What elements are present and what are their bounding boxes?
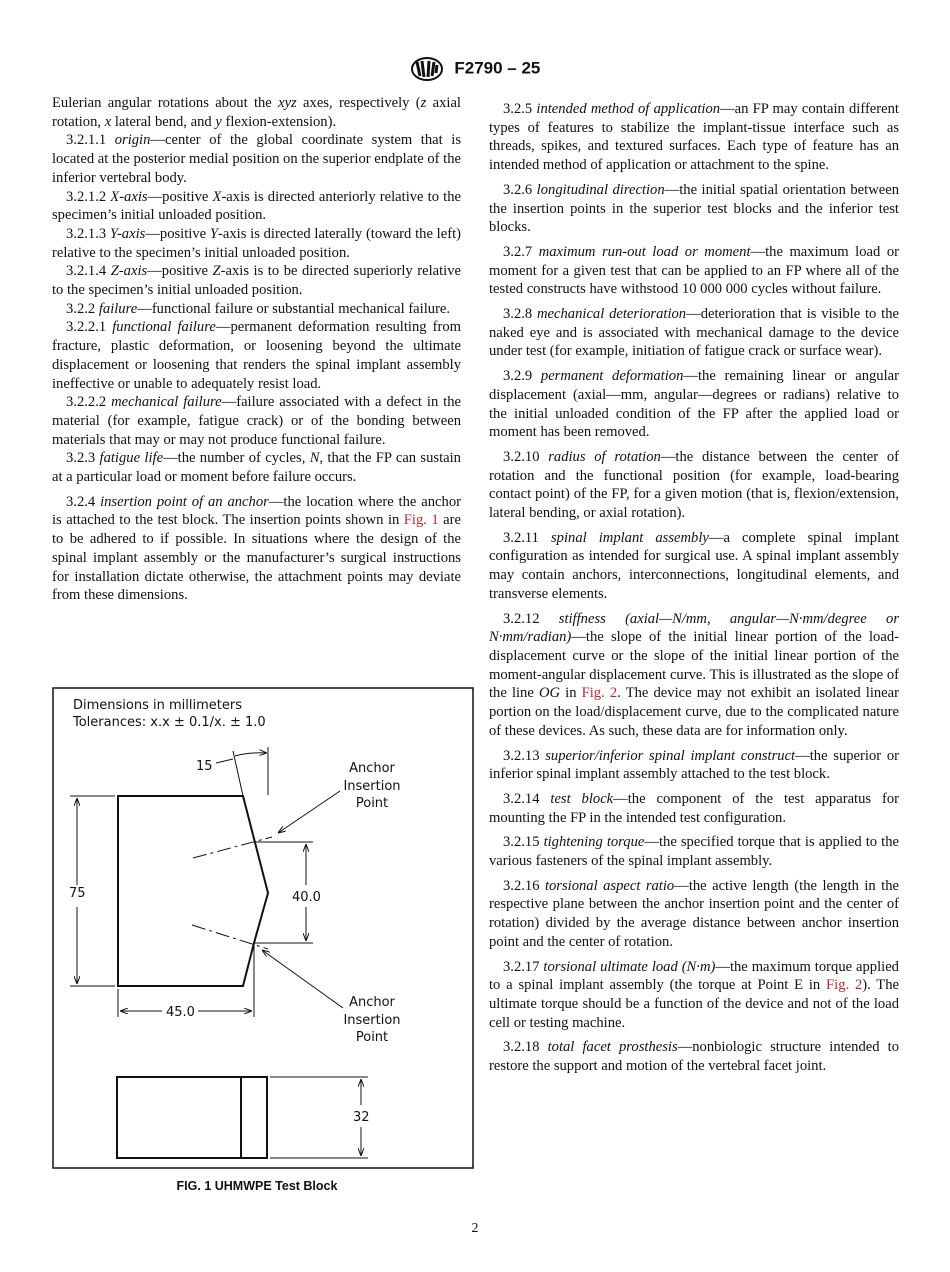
section-number: 3.2.1.3 xyxy=(66,225,107,242)
paragraph-text: —the distance between the center of rotation and the functional position (for example, load-bearing contact point) of the FP, for a given motion (that is, flexion/extension, lateral bending, or axial rotation). xyxy=(489,448,899,522)
paragraph-text: —nonbiologic structure intended to restore the support and motion of the vertebral facet joint. xyxy=(489,1039,899,1075)
definition-paragraph xyxy=(52,318,461,393)
paragraph-text: , that the FP can sustain at a particular load or moment before failure occurs. xyxy=(52,450,461,486)
paragraph-text: —a complete spinal implant configuration as intended for surgical use. A spinal implant assembly may contain anchors, interconnections, longitudinal elements, and transverse elements. xyxy=(489,529,899,602)
svg-text:Insertion: Insertion xyxy=(343,1013,401,1028)
definition-paragraph xyxy=(52,449,461,486)
anchor-insertion-label-bottom xyxy=(343,995,400,1045)
section-number: 3.2.2.2 xyxy=(66,394,107,411)
section-number: 3.2.18 xyxy=(503,1039,540,1056)
italic-term: torsional ultimate load (N·m) xyxy=(543,958,716,975)
paragraph-text: —positive xyxy=(147,188,213,205)
paragraph-text: -axis is to be directed superiorly relative to the specimen’s initial unloaded position. xyxy=(52,263,461,299)
svg-text:Anchor: Anchor xyxy=(349,995,395,1010)
section-number: 3.2.17 xyxy=(503,958,540,975)
paragraph-text: —the initial spatial orientation between the insertion points in the superior test blocks and the inferior test blocks. xyxy=(489,181,899,236)
figure-caption: FIG. 1 UHMWPE Test Block xyxy=(176,1179,338,1193)
italic-term: Y-axis xyxy=(109,225,146,242)
italic-term: tightening torque xyxy=(543,834,645,851)
paragraph-text: flexion-extension). xyxy=(221,113,337,130)
italic-term: functional failure xyxy=(112,319,216,336)
section-number: 3.2.4 xyxy=(66,493,96,510)
definition-paragraph xyxy=(489,958,899,1033)
left-column xyxy=(52,94,461,605)
height-dimension: 75 xyxy=(69,886,86,901)
thickness-dimension: 32 xyxy=(353,1110,370,1125)
section-number: 3.2.14 xyxy=(503,790,540,807)
section-number: 3.2.1.4 xyxy=(66,263,107,280)
definition-paragraph xyxy=(52,94,461,131)
italic-term: y xyxy=(215,113,222,130)
definition-paragraph xyxy=(489,610,899,741)
section-number: 3.2.16 xyxy=(503,877,540,894)
definition-paragraph xyxy=(489,790,899,827)
section-number: 3.2.2 xyxy=(66,300,96,317)
section-number: 3.2.10 xyxy=(503,448,540,465)
italic-term: N xyxy=(309,450,320,467)
page-header xyxy=(0,56,950,82)
italic-term: test block xyxy=(550,790,614,807)
italic-term: x xyxy=(104,113,112,130)
paragraph-text: —deterioration that is visible to the naked eye and is associated with mechanical damage to the device under test (for example, initiation of fatigue crack or surface wear). xyxy=(489,306,899,360)
section-number: 3.2.11 xyxy=(503,529,539,546)
definition-paragraph xyxy=(52,225,461,262)
italic-term: OG xyxy=(538,685,561,702)
paragraph-text: —the specified torque that is applied to the various fasteners of the spinal implant assembly. xyxy=(489,834,899,870)
paragraph-text: ). The ultimate torque should be a function of the device and not of the load cell or testing machine. xyxy=(489,977,899,1031)
italic-term: maximum run-out load or moment xyxy=(538,243,751,260)
italic-term: intended method of application xyxy=(536,101,721,117)
italic-term: mechanical failure xyxy=(111,394,222,411)
svg-text:Point: Point xyxy=(355,1030,389,1045)
svg-text:Insertion: Insertion xyxy=(343,779,401,794)
definition-paragraph xyxy=(52,262,461,299)
section-number: 3.2.8 xyxy=(503,306,533,323)
section-number: 3.2.1.1 xyxy=(66,132,107,149)
section-number: 3.2.3 xyxy=(66,450,96,467)
svg-text:Anchor: Anchor xyxy=(349,761,395,776)
definition-paragraph xyxy=(489,100,899,175)
page-number: 2 xyxy=(471,1221,479,1236)
paragraph-text: —the number of cycles, xyxy=(163,450,310,467)
paragraph-text: axial rotation, xyxy=(52,95,461,130)
paragraph-text: are to be adhered to if possible. In situations where the design of the spinal implant assembly or the manufacturer’s surgical instructions for installation dictate otherwise, the attachment points may deviate from these dimensions. xyxy=(52,512,461,604)
paragraph-text: —positive xyxy=(147,263,213,280)
italic-term: Y xyxy=(209,225,219,242)
paragraph-text: —the superior or inferior spinal implant assembly attached to the test block. xyxy=(489,747,899,783)
paragraph-text: —the component of the test apparatus for mounting the FP in the intended test configuration. xyxy=(489,790,899,826)
paragraph-text: —the location where the anchor is attached to the test block. The insertion points shown in xyxy=(52,493,461,529)
definition-paragraph xyxy=(489,448,899,523)
italic-term: z xyxy=(420,95,427,111)
spacing-dimension: 40.0 xyxy=(292,890,321,905)
italic-term: xyz xyxy=(278,95,297,111)
italic-term: origin xyxy=(114,132,151,149)
angle-dimension: 15 xyxy=(196,759,213,774)
section-number: 3.2.12 xyxy=(503,610,540,627)
paragraph-text: —the maximum load or moment for a given test that can be applied to an FP where all of the tested constructs have withstood 10 000 000 cycles without failure. xyxy=(489,243,899,298)
paragraph-text: . The device may not exhibit an isolated linear portion on the load/displacement curve, due to the complicated nature of these devices. As such, these data are for information only. xyxy=(489,685,899,739)
paragraph-text: -axis is directed laterally (toward the left) relative to the specimen’s initial unloaded position. xyxy=(52,225,461,261)
paragraph-text: —positive xyxy=(145,225,210,242)
section-number: 3.2.5 xyxy=(503,101,533,117)
right-column xyxy=(489,94,899,1076)
definition-paragraph xyxy=(489,243,899,299)
italic-term: superior/inferior spinal implant construct xyxy=(545,747,796,764)
paragraph-text: —the remaining linear or angular displacement (axial—mm, angular—degrees or radians) relative to the initial unloaded condition of the FP after the applied load or moment has been removed. xyxy=(489,368,899,441)
italic-term: radius of rotation xyxy=(548,448,661,465)
paragraph-text: axes, respectively ( xyxy=(296,95,421,111)
definition-paragraph xyxy=(489,747,899,784)
italic-term: insertion point of an anchor xyxy=(100,493,269,510)
italic-term: total facet prosthesis xyxy=(547,1039,678,1056)
definition-paragraph xyxy=(489,1038,899,1075)
figure-link[interactable]: Fig. 1 xyxy=(403,512,439,529)
paragraph-text: —center of the global coordinate system that is located at the posterior medial position on the superior endplate of the inferior vertebral body. xyxy=(52,132,461,186)
paragraph-text: in xyxy=(560,685,582,702)
section-number: 3.2.13 xyxy=(503,747,540,764)
italic-term: mechanical deterioration xyxy=(537,306,687,323)
paragraph-text: —an FP may contain different types of features to stabilize the implant-tissue interface such as threads, spikes, and textured surfaces. Each type of feature has an intended method of application or attachment to the spine. xyxy=(489,101,899,174)
section-number: 3.2.7 xyxy=(503,243,533,260)
figure-note-tolerances: Tolerances: x.x ± 0.1/x. ± 1.0 xyxy=(73,715,266,730)
italic-term: X xyxy=(212,188,222,205)
italic-term: failure xyxy=(98,300,138,317)
anchor-insertion-label-top xyxy=(343,761,400,811)
svg-text:Point: Point xyxy=(355,796,389,811)
italic-term: Z xyxy=(212,263,221,280)
section-number: 3.2.6 xyxy=(503,181,533,198)
paragraph-text: -axis is directed anteriorly relative to the specimen’s initial unloaded position. xyxy=(52,188,461,224)
figure-link[interactable]: Fig. 2 xyxy=(581,685,618,702)
italic-term: longitudinal direction xyxy=(536,181,665,198)
paragraph-text: —the maximum torque applied to a spinal implant assembly (the torque at Point E in xyxy=(489,958,899,994)
figure-note-units: Dimensions in millimeters xyxy=(73,698,242,713)
definition-paragraph xyxy=(52,493,461,605)
italic-term: fatigue life xyxy=(99,450,164,467)
document-designation: F2790 – 25 xyxy=(454,58,541,78)
width-dimension: 45.0 xyxy=(166,1005,195,1020)
paragraph-text: —failure associated with a defect in the material (for example, fatigue crack) or of the bonding between materials that may or may not produce functional failure. xyxy=(52,394,461,448)
paragraph-text: lateral bend, and xyxy=(111,113,216,130)
definition-paragraph xyxy=(52,131,461,187)
section-number: 3.2.1.2 xyxy=(66,188,107,205)
definition-paragraph xyxy=(489,529,899,604)
definition-paragraph xyxy=(52,393,461,449)
italic-term: spinal implant assembly xyxy=(551,529,709,546)
astm-logo-icon xyxy=(410,56,444,82)
italic-term: stiffness (axial—N/mm, angular—N·mm/degree or N·mm/radian) xyxy=(489,610,899,646)
italic-term: permanent deformation xyxy=(540,368,684,385)
definition-paragraph xyxy=(489,181,899,237)
paragraph-text: Eulerian angular rotations about the xyxy=(52,95,279,111)
figure-link[interactable]: Fig. 2 xyxy=(826,977,863,994)
test-block-side-view xyxy=(117,1077,267,1158)
italic-term: Z-axis xyxy=(110,263,148,280)
definition-paragraph xyxy=(52,188,461,225)
figure-1-test-block xyxy=(50,685,475,1175)
section-number: 3.2.2.1 xyxy=(66,319,107,336)
italic-term: torsional aspect ratio xyxy=(544,877,675,894)
test-block-top-view xyxy=(118,796,268,986)
italic-term: X-axis xyxy=(110,188,148,205)
section-number: 3.2.15 xyxy=(503,834,540,851)
paragraph-text: —permanent deformation resulting from fracture, plastic deformation, or loosening beyond the ultimate displacement or loosening that renders the spinal implant assembly ineffective or unable to adequately resist load. xyxy=(52,319,461,392)
paragraph-text: —functional failure or substantial mechanical failure. xyxy=(137,300,451,317)
definition-paragraph xyxy=(489,877,899,952)
definition-paragraph xyxy=(489,305,899,361)
paragraph-text: —the active length (the length in the respective plane between the anchor insertion point and the center of rotation) divided by the average distance between anchor insertion point and the center of rotation. xyxy=(489,877,899,950)
definition-paragraph xyxy=(489,833,899,870)
section-number: 3.2.9 xyxy=(503,368,533,385)
paragraph-text: —the slope of the initial linear portion of the load-displacement curve or the slope of the initial linear portion of the moment-angular displacement curve. This is illustrated as the slope of the line xyxy=(489,629,899,702)
definition-paragraph xyxy=(489,367,899,442)
definition-paragraph xyxy=(52,300,461,319)
